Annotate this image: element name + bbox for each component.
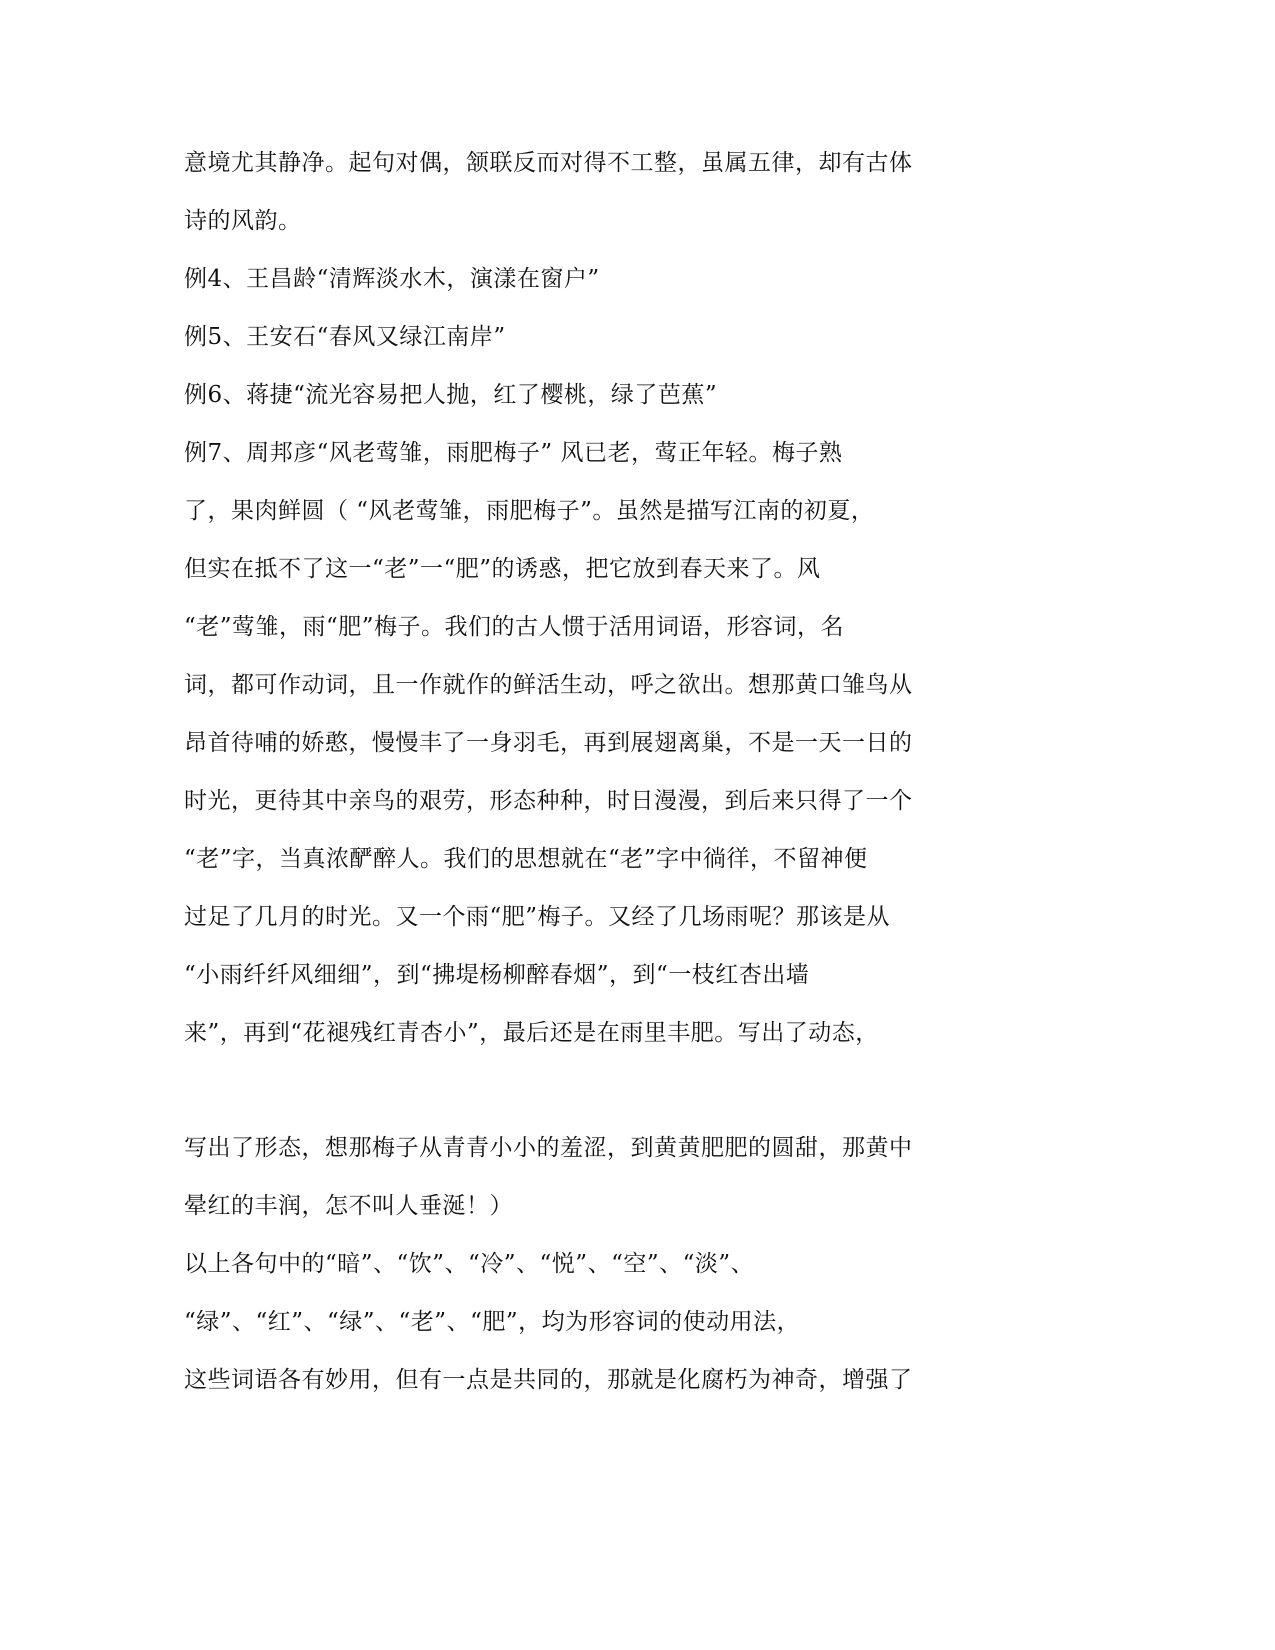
text-line: 意境尤其静净。起句对偶，颔联反而对得不工整，虽属五律，却有古体 — [184, 150, 913, 176]
text-line: 例4、王昌龄“清辉淡水木，演漾在窗户” — [184, 266, 600, 292]
text-line: 例5、王安石“春风又绿江南岸” — [184, 324, 506, 350]
text-line: “老”字，当真浓酽醉人。我们的思想就在“老”字中徜徉，不留神便 — [184, 846, 868, 872]
text-line: “绿”、“红”、“绿”、“老”、“肥”，均为形容词的使动用法， — [184, 1309, 801, 1335]
text-line: 诗的风韵。 — [184, 208, 302, 234]
text-line: 过足了几月的时光。又一个雨“肥”梅子。又经了几场雨呢？那该是从 — [184, 904, 891, 930]
text-line: 了，果肉鲜圆（ “风老莺雏，雨肥梅子”。虽然是描写江南的初夏， — [184, 498, 875, 524]
text-line: “老”莺雏，雨“肥”梅子。我们的古人惯于活用词语，形容词，名 — [184, 614, 845, 640]
text-line: 晕红的丰润，怎不叫人垂涎！） — [184, 1193, 513, 1219]
text-line: 来”，再到“花褪残红青杏小”，最后还是在雨里丰肥。写出了动态， — [184, 1020, 879, 1046]
text-line: 写出了形态，想那梅子从青青小小的羞涩，到黄黄肥肥的圆甜，那黄中 — [184, 1135, 913, 1161]
text-line: 时光，更待其中亲鸟的艰劳，形态种种，时日漫漫，到后来只得了一个 — [184, 788, 913, 814]
text-line: “小雨纤纤风细细”，到“拂堤杨柳醉春烟”，到“一枝红杏出墙 — [184, 962, 810, 988]
text-line: 以上各句中的“暗”、“饮”、“冷”、“悦”、“空”、“淡”、 — [184, 1251, 755, 1277]
text-line: 词，都可作动词，且一作就作的鲜活生动，呼之欲出。想那黄口雏鸟从 — [184, 672, 913, 698]
text-line: 例7、周邦彦“风老莺雏，雨肥梅子” 风已老，莺正年轻。梅子熟 — [184, 440, 843, 466]
text-line: 昂首待哺的娇憨，慢慢丰了一身羽毛，再到展翅离巢，不是一天一日的 — [184, 730, 913, 756]
text-line: 例6、蒋捷“流光容易把人抛，红了樱桃，绿了芭蕉” — [184, 382, 718, 408]
text-line: 这些词语各有妙用，但有一点是共同的，那就是化腐朽为神奇，增强了 — [184, 1367, 913, 1393]
text-line: 但实在抵不了这一“老”一“肥”的诱惑，把它放到春天来了。风 — [184, 556, 821, 582]
